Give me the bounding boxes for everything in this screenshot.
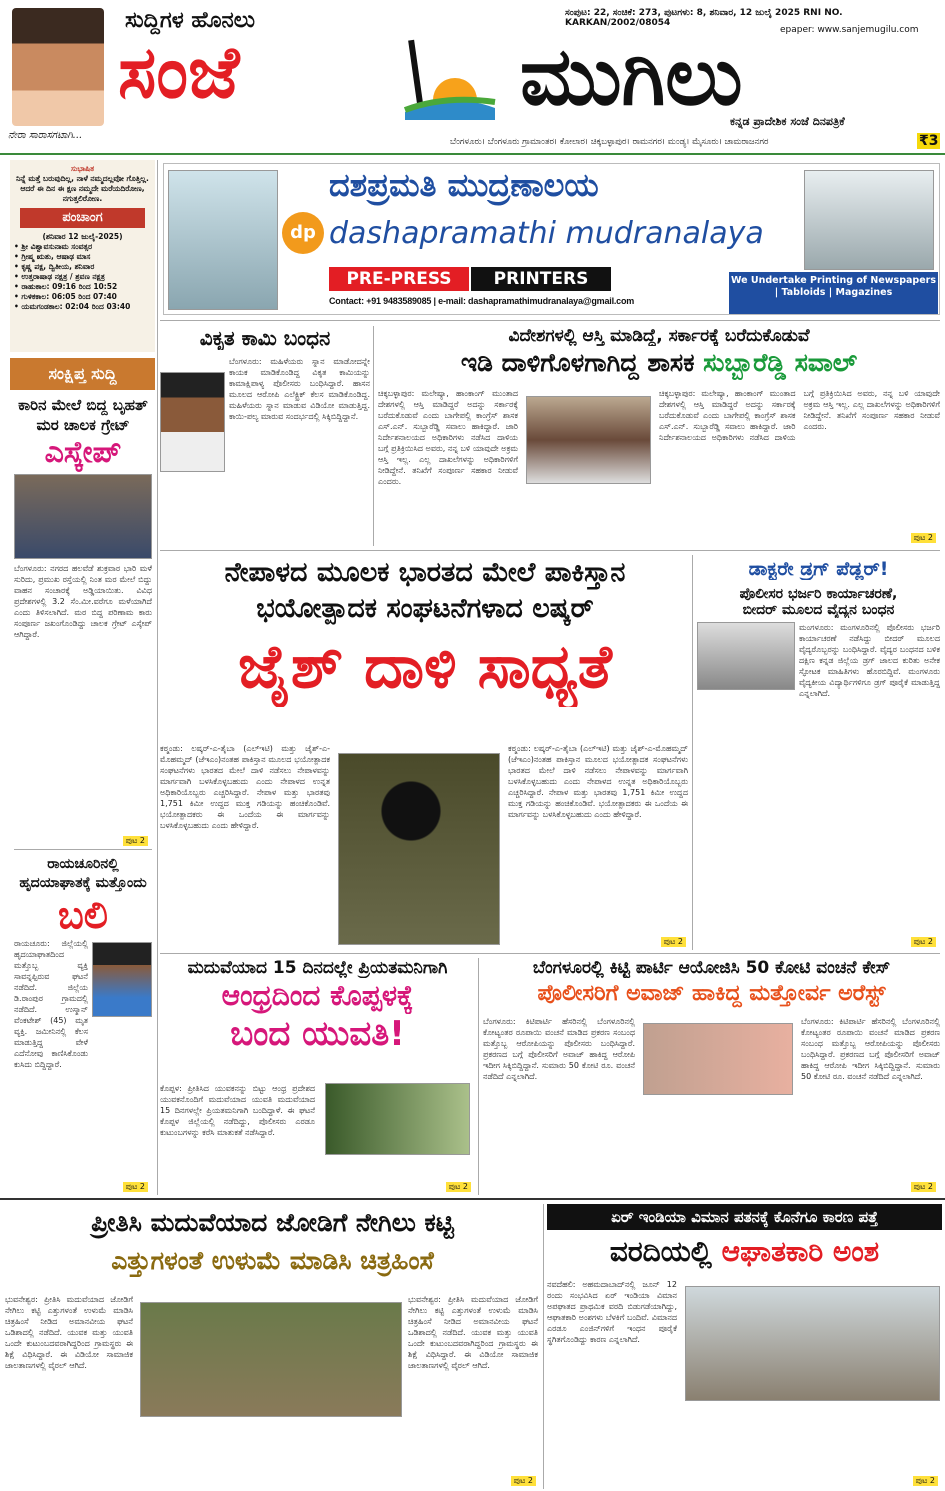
- arrest-photo: [643, 1023, 793, 1095]
- airindia-headline-highlight: ಆಘಾತಕಾರಿ ಅಂಶ: [721, 1235, 880, 1268]
- arrest-body-right: ಬೆಂಗಳೂರು: ಕಿಟಿಪಾರ್ಟಿ ಹೆಸರಿನಲ್ಲಿ ಬೆಂಗಳೂರಿನಲ್ಲಿ ಕೋಟ್ಯಂತರ ರೂಪಾಯಿ ವಂಚನೆ ಮಾಡಿದ ಪ್ರಕರಣ ಸಂಬಂಧ ಮತ್ತೊಬ್ಬ ಆರೋಪಿಯನ್ನು ಪೊಲೀಸರು ಬಂಧಿಸಿದ್ದಾರೆ. ಪ್ರಕರಣದ ಬಗ್ಗೆ ಪೊಲೀಸರಿಗೆ ಅವಾಜ್ ಹಾಕಿದ್ದ ಆರೋಪಿ ಇದೀಗ ಸಿಕ್ಕಿಬಿದ್ದಿದ್ದಾನೆ. ಸುಮಾರು 50 ಕೋಟಿ ರೂ. ವಂಚನೆ ನಡೆದಿದೆ ಎನ್ನಲಾಗಿದೆ.: [801, 1017, 940, 1081]
- torture-headline-2: ಎತ್ತುಗಳಂತೆ ಉಳುಮೆ ಮಾಡಿಸಿ ಚಿತ್ರಹಿಂಸೆ: [111, 1246, 434, 1275]
- airindia-headline: ವರದಿಯಲ್ಲಿ: [609, 1235, 712, 1268]
- story-pervert: [160, 326, 370, 546]
- raichur-headline: ಬಲಿ: [58, 893, 108, 937]
- koppal-kicker: ಮದುವೆಯಾದ 15 ದಿನದಲ್ಲೇ ಪ್ರಿಯತಮನಿಗಾಗಿ: [187, 958, 448, 978]
- panchanga-date: (ಶನಿವಾರ 12 ಜುಲೈ-2025): [42, 232, 123, 241]
- brief-news-label: ಸಂಕ್ಷಿಪ್ತ ಸುದ್ದಿ: [10, 358, 155, 390]
- masthead-title-black: ಮುಗಿಲು: [520, 30, 743, 123]
- story-arrest: [483, 958, 940, 1195]
- rni-number: RNI NO. KARKAN/2002/08054: [565, 8, 843, 28]
- printing-ad[interactable]: [163, 163, 940, 315]
- continued-link[interactable]: ಪುಟ 2: [446, 1182, 471, 1192]
- panchanga-item: • ಗ್ರೀಷ್ಮ ಋತು, ಆಷಾಢ ಮಾಸ: [14, 252, 91, 261]
- doctor-sub-1: ಪೊಲೀಸರ ಭರ್ಜರಿ ಕಾರ್ಯಾಚರಣೆ,: [739, 586, 898, 602]
- koppal-headline-2: ಬಂದ ಯುವತಿ!: [230, 1014, 405, 1054]
- plane-crash-photo: [685, 1286, 940, 1401]
- lead-body-right: ಕಠ್ಮಂಡು: ಲಷ್ಕರ್-ಎ-ತೈಬಾ (ಎಲ್‌ಇಟಿ) ಮತ್ತು ಜೈಶ್-ಎ-ಮೊಹಮ್ಮದ್ (ಜೆಇಎಂ)ನಂತಹ ಪಾಕಿಸ್ತಾನ ಮೂಲದ ಭಯೋತ್ಪಾದಕ ಸಂಘಟನೆಗಳು ಭಾರತದ ಮೇಲೆ ದಾಳಿ ನಡೆಸಲು ನೇಪಾಳವನ್ನು ಮಾರ್ಗವಾಗಿ ಬಳಸಿಕೊಳ್ಳಬಹುದು ಎಂದು ನೇಪಾಳದ ಉನ್ನತ ಅಧಿಕಾರಿಯೊಬ್ಬರು ಎಚ್ಚರಿಸಿದ್ದಾರೆ. ನೇಪಾಳ ಮತ್ತು ಭಾರತವು 1,751 ಕಿಮೀ ಉದ್ದದ ಮುಕ್ತ ಗಡಿಯನ್ನು ಹಂಚಿಕೊಂಡಿವೆ. ಭಯೋತ್ಪಾದಕರು ಈ ಒಂದೆಯ ಈ ಮಾರ್ಗವನ್ನು ಬಳಸಿಕೊಳ್ಳಬಹುದು ಎಂದು ಹೇಳಿದ್ದಾರೆ.: [508, 744, 688, 819]
- torture-photo: [140, 1302, 402, 1417]
- subbareddy-photo: [526, 396, 651, 484]
- masthead: [0, 0, 945, 155]
- panchanga-item: • ಗುಳಿಕಕಾಲ: 06:05 ರಿಂದ 07:40: [14, 292, 117, 301]
- doctor-body: ಮಂಗಳೂರು: ಮಂಗಳೂರಿನಲ್ಲಿ ಪೊಲೀಸರು ಭರ್ಜರಿ ಕಾರ್ಯಾಚರಣೆ ನಡೆಸಿದ್ದು ಬೀದರ್ ಮೂಲದ ವೈದ್ಯರೊಬ್ಬರನ್ನು ಬಂಧಿಸಿದ್ದಾರೆ. ವೈದ್ಯರ ಬಂಧನದ ಬಳಿಕ ದಕ್ಷಿಣ ಕನ್ನಡ ಜಿಲ್ಲೆಯ ಡ್ರಗ್ ಜಾಲದ ಕುರಿತು ಅನೇಕ ಸ್ಫೋಟಕ ಮಾಹಿತಿಗಳು ಹೊರಬಿದ್ದಿವೆ. ಮಂಗಳೂರು ವೈದ್ಯಕೀಯ ವಿದ್ಯಾರ್ಥಿಗಳಿಗೂ ಡ್ರಗ್ ಪೂರೈಕೆ ಮಾಡುತ್ತಿದ್ದ ಎನ್ನಲಾಗಿದೆ.: [799, 623, 940, 698]
- continued-link[interactable]: ಪುಟ 2: [661, 937, 686, 947]
- pervert-body: ಬೆಂಗಳೂರು: ಮಹಿಳೆಯರು ಸ್ನಾನ ಮಾಡೋದನ್ನೇ ಕಾಯಕ ಮಾಡಿಕೊಂಡಿದ್ದ ವಿಕೃತ ಕಾಮಿಯನ್ನು ಕಾಮಾಕ್ಷಿಪಾಳ್ಯ ಪೊಲೀಸರು ಬಂಧಿಸಿದ್ದಾರೆ. ಹಾಸನ ಮೂಲದ ಆರೋಪಿ ಎಲೆಕ್ಟ್ರಿಕ್ ಕೆಲಸ ಮಾಡಿಕೊಂಡಿದ್ದ. ಮಹಿಳೆಯರು ಸ್ನಾನ ಮಾಡುವ ವಿಡಿಯೋ ಮಾಡುತ್ತಿದ್ದ. ಕಾಯಿ-ಪಲ್ಯ ಮಾರುವ ಸಂದರ್ಭದಲ್ಲಿ ಸಿಕ್ಕಿಬಿದ್ದಿದ್ದಾನೆ.: [229, 357, 370, 421]
- panchanga-item: • ಶ್ರೀ ವಿಶ್ವಾವಸುನಾಮ ಸಂವತ್ಸರ: [14, 242, 93, 251]
- subhashita-text: ನಿನ್ನೆ ಮತ್ತೆ ಬರುವುದಿಲ್ಲ, ನಾಳೆ ನಮ್ಮದಲ್ಲವೋ ಗೊತ್ತಿಲ್ಲ. ಆದರೆ ಈ ದಿನ ಈ ಕ್ಷಣ ನಮ್ಮದೇ ಮರೆಯದಿರೋಣ, ನಗುತ್ತಲಿರೋಣ.: [16, 174, 149, 203]
- story-lead: [160, 555, 690, 950]
- issue-date: ಸಂಪುಟ: 22, ಸಂಚಿಕೆ: 273, ಪುಟಗಳು: 8, ಶನಿವಾರ, 12 ಜುಲೈ 2025: [565, 8, 801, 18]
- koppal-headline-1: ಆಂಧ್ರದಿಂದ ಕೊಪ್ಪಳಕ್ಕೆ: [221, 979, 414, 1012]
- raichur-body: ರಾಯಚೂರು: ಜಿಲ್ಲೆಯಲ್ಲಿ ಹೃದಯಾಘಾತದಿಂದ ಮತ್ತೊಬ್ಬ ವ್ಯಕ್ತಿ ಸಾವನ್ನಪ್ಪಿರುವ ಘಟನೆ ನಡೆದಿದೆ. ಜಿಲ್ಲೆಯ ಡಿ.ರಾಂಪುರ ಗ್ರಾಮದಲ್ಲಿ ನಡೆದಿದೆ. ಉಸ್ಮಾನ್ ವೆಂಕಟೇಶ್ (45) ಮೃತ ವ್ಯಕ್ತಿ. ಜಮೀನಿನಲ್ಲಿ ಕೆಲಸ ಮಾಡುತ್ತಿದ್ದ ವೇಳೆ ಎದೆನೋವು ಕಾಣಿಸಿಕೊಂಡು ಕುಸಿದು ಬಿದ್ದಿದ್ದಾರೆ.: [14, 939, 88, 1069]
- price-badge: ₹3: [919, 133, 939, 149]
- editor-photo: [12, 8, 104, 126]
- lead-body-left: ಕಠ್ಮಂಡು: ಲಷ್ಕರ್-ಎ-ತೈಬಾ (ಎಲ್‌ಇಟಿ) ಮತ್ತು ಜೈಶ್-ಎ-ಮೊಹಮ್ಮದ್ (ಜೆಇಎಂ)ನಂತಹ ಪಾಕಿಸ್ತಾನ ಮೂಲದ ಭಯೋತ್ಪಾದಕ ಸಂಘಟನೆಗಳು ಭಾರತದ ಮೇಲೆ ದಾಳಿ ನಡೆಸಲು ನೇಪಾಳವನ್ನು ಮಾರ್ಗವಾಗಿ ಬಳಸಿಕೊಳ್ಳಬಹುದು ಎಂದು ನೇಪಾಳದ ಉನ್ನತ ಅಧಿಕಾರಿಯೊಬ್ಬರು ಎಚ್ಚರಿಸಿದ್ದಾರೆ. ನೇಪಾಳ ಮತ್ತು ಭಾರತವು 1,751 ಕಿಮೀ ಉದ್ದದ ಮುಕ್ತ ಗಡಿಯನ್ನು ಹಂಚಿಕೊಂಡಿವೆ. ಭಯೋತ್ಪಾದಕರು ಈ ಒಂದೆಯ ಈ ಮಾರ್ಗವನ್ನು ಬಳಸಿಕೊಳ್ಳಬಹುದು ಎಂದು ಹೇಳಿದ್ದಾರೆ.: [160, 744, 330, 830]
- ad-printers: PRINTERS: [471, 267, 611, 291]
- masthead-title-red: ಸಂಜೆ: [118, 30, 240, 114]
- koppal-body: ಕೊಪ್ಪಳ: ಪ್ರೀತಿಸಿದ ಯುವಕನನ್ನು ಬಿಟ್ಟು ಆಂಧ್ರ ಪ್ರದೇಶದ ಯುವಕನೊಂದಿಗೆ ಮದುವೆಯಾದ ಯುವತಿ ಮದುವೆಯಾದ 15 ದಿನಗಳಲ್ಲೇ ಪ್ರಿಯತಮನಿಗಾಗಿ ಬಂದಿದ್ದಾಳೆ. ಈ ಘಟನೆ ಕೊಪ್ಪಳ ಜಿಲ್ಲೆಯಲ್ಲಿ ನಡೆದಿದ್ದು, ಪೊಲೀಸರು ಎರಡೂ ಕುಟುಂಬಗಳನ್ನು ಕರೆಸಿ ಮಾತುಕತೆ ನಡೆಸಿದ್ದಾರೆ.: [160, 1084, 315, 1137]
- subbareddy-headline-highlight: ಸುಬ್ಬಾರೆಡ್ಡಿ ಸವಾಲ್: [703, 348, 858, 377]
- continued-link[interactable]: ಪುಟ 2: [123, 1182, 148, 1192]
- car-body: ಬೆಂಗಳೂರು: ನಗರದ ಹಲವೆಡೆ ಶುಕ್ರವಾರ ಭಾರಿ ಮಳೆ ಸುರಿದು, ಪ್ರಮುಖ ರಸ್ತೆಯಲ್ಲಿ ನಿಂತ ಮರ ಮೇಲೆ ಬಿದ್ದು ವಾಹನ ಸಂಚಾರಕ್ಕೆ ಅಡ್ಡಿಯಾಯಿತು. ವಿವಿಧ ಪ್ರದೇಶಗಳಲ್ಲಿ 3.2 ಸೆಂ.ಮೀ.ವರೆಗೂ ಮಳೆಯಾಗಿದೆ ಎಂದು ತಿಳಿಸಲಾಗಿದೆ. ಮರ ಬಿದ್ದ ಪರಿಣಾಮ ಕಾರು ಸಂಪೂರ್ಣ ಜಖಂಗೊಂಡಿದ್ದು ಚಾಲಕ ಗ್ರೇಟ್ ಎಸ್ಕೇಪ್ ಆಗಿದ್ದಾರೆ.: [14, 564, 152, 639]
- subbareddy-body-right: ಚಿಕ್ಕಬಳ್ಳಾಪುರ: ಮಲೇಷ್ಯಾ, ಹಾಂಕಾಂಗ್ ಮುಂತಾದ ದೇಶಗಳಲ್ಲಿ ಆಸ್ತಿ ಮಾಡಿದ್ದರೆ ಅದನ್ನು ಸರ್ಕಾರಕ್ಕೆ ಬರೆದುಕೊಡುವೆ ಎಂದು ಬಾಗೇಪಲ್ಲಿ ಕಾಂಗ್ರೆಸ್ ಶಾಸಕ ಎಸ್.ಎನ್. ಸುಬ್ಬಾರೆಡ್ಡಿ ಸವಾಲು ಹಾಕಿದ್ದಾರೆ. ಜಾರಿ ನಿರ್ದೇಶನಾಲಯದ ಅಧಿಕಾರಿಗಳು ನಡೆಸಿದ ದಾಳಿಯ ಬಗ್ಗೆ ಪ್ರತಿಕ್ರಿಯಿಸಿದ ಅವರು, ನನ್ನ ಬಳಿ ಯಾವುದೇ ಅಕ್ರಮ ಆಸ್ತಿ ಇಲ್ಲ. ಎಲ್ಲ ದಾಖಲೆಗಳನ್ನು ಅಧಿಕಾರಿಗಳಿಗೆ ನೀಡಿದ್ದೇನೆ. ತನಿಖೆಗೆ ಸಂಪೂರ್ಣ ಸಹಕಾರ ನೀಡುವೆ ಎಂದರು.: [659, 389, 940, 442]
- ad-logo: dp: [282, 212, 324, 254]
- car-photo: [14, 474, 152, 559]
- subbareddy-body: ಚಿಕ್ಕಬಳ್ಳಾಪುರ: ಮಲೇಷ್ಯಾ, ಹಾಂಕಾಂಗ್ ಮುಂತಾದ ದೇಶಗಳಲ್ಲಿ ಆಸ್ತಿ ಮಾಡಿದ್ದರೆ ಅದನ್ನು ಸರ್ಕಾರಕ್ಕೆ ಬರೆದುಕೊಡುವೆ ಎಂದು ಬಾಗೇಪಲ್ಲಿ ಕಾಂಗ್ರೆಸ್ ಶಾಸಕ ಎಸ್.ಎನ್. ಸುಬ್ಬಾರೆಡ್ಡಿ ಸವಾಲು ಹಾಕಿದ್ದಾರೆ. ಜಾರಿ ನಿರ್ದೇಶನಾಲಯದ ಅಧಿಕಾರಿಗಳು ನಡೆಸಿದ ದಾಳಿಯ ಬಗ್ಗೆ ಪ್ರತಿಕ್ರಿಯಿಸಿದ ಅವರು, ನನ್ನ ಬಳಿ ಯಾವುದೇ ಅಕ್ರಮ ಆಸ್ತಿ ಇಲ್ಲ. ಎಲ್ಲ ದಾಖಲೆಗಳನ್ನು ಅಧಿಕಾರಿಗಳಿಗೆ ನೀಡಿದ್ದೇನೆ. ತನಿಖೆಗೆ ಸಂಪೂರ್ಣ ಸಹಕಾರ ನೀಡುವೆ ಎಂದರು.: [378, 389, 518, 486]
- story-koppal: [160, 958, 475, 1195]
- lead-kicker-2: ಭಯೋತ್ಪಾದಕ ಸಂಘಟನೆಗಳಾದ ಲಷ್ಕರ್: [256, 593, 594, 624]
- continued-link[interactable]: ಪುಟ 2: [911, 1182, 936, 1192]
- doctor-headline: ಡಾಕ್ಟರೇ ಡ್ರಗ್ ಪೆಡ್ಲರ್!: [748, 558, 889, 580]
- raichur-kicker: ರಾಯಚೂರಿನಲ್ಲಿ ಹೃದಯಾಘಾತಕ್ಕೆ ಮತ್ತೊಂದು: [19, 856, 147, 891]
- panchanga-item: • ಕೃಷ್ಣ ಪಕ್ಷ, ದ್ವಿತೀಯ, ಶನಿವಾರ: [14, 262, 95, 271]
- masthead-subtitle: ಕನ್ನಡ ಪ್ರಾದೇಶಿಕ ಸಂಜೆ ದಿನಪತ್ರಿಕೆ: [730, 115, 845, 128]
- panchanga-box: [10, 160, 155, 352]
- ad-machine-left: [168, 170, 278, 310]
- panchanga-item: • ರಾಹುಕಾಲ: 09:16 ರಿಂದ 10:52: [14, 282, 118, 291]
- epaper-link[interactable]: epaper: www.sanjemugilu.com: [780, 25, 919, 35]
- lead-headline: ಜೈಶ್ ದಾಳಿ ಸಾಧ್ಯತೆ: [238, 632, 612, 702]
- ad-prepress: PRE-PRESS: [329, 267, 469, 291]
- lead-kicker-1: ನೇಪಾಳದ ಮೂಲಕ ಭಾರತದ ಮೇಲೆ ಪಾಕಿಸ್ತಾನ: [224, 557, 626, 588]
- ad-contact: Contact: +91 9483589085 | e-mail: dashapramathimudranalaya@gmail.com: [329, 296, 635, 306]
- editor-signature: ನೇರಾ ಸಾರಾಸಗಟಾಗಿ...: [8, 130, 83, 141]
- story-subbareddy: [378, 326, 940, 546]
- raichur-photo: [92, 942, 152, 1017]
- story-torture: [5, 1204, 540, 1489]
- story-raichur: [14, 855, 152, 1195]
- arrest-body: ಬೆಂಗಳೂರು: ಕಿಟಿಪಾರ್ಟಿ ಹೆಸರಿನಲ್ಲಿ ಬೆಂಗಳೂರಿನಲ್ಲಿ ಕೋಟ್ಯಂತರ ರೂಪಾಯಿ ವಂಚನೆ ಮಾಡಿದ ಪ್ರಕರಣ ಸಂಬಂಧ ಮತ್ತೊಬ್ಬ ಆರೋಪಿಯನ್ನು ಪೊಲೀಸರು ಬಂಧಿಸಿದ್ದಾರೆ. ಪ್ರಕರಣದ ಬಗ್ಗೆ ಪೊಲೀಸರಿಗೆ ಅವಾಜ್ ಹಾಕಿದ್ದ ಆರೋಪಿ ಇದೀಗ ಸಿಕ್ಕಿಬಿದ್ದಿದ್ದಾನೆ. ಸುಮಾರು 50 ಕೋಟಿ ರೂ. ವಂಚನೆ ನಡೆದಿದೆ ಎನ್ನಲಾಗಿದೆ.: [483, 1017, 635, 1081]
- subbareddy-kicker: ವಿದೇಶಗಳಲ್ಲಿ ಆಸ್ತಿ ಮಾಡಿದ್ದೆ, ಸರ್ಕಾರಕ್ಕೆ ಬರೆದುಕೊಡುವೆ: [508, 326, 810, 346]
- continued-link[interactable]: ಪುಟ 2: [913, 1476, 938, 1486]
- sunset-logo: [385, 30, 505, 120]
- koppal-photo: [325, 1083, 470, 1155]
- panchanga-title: ಪಂಚಾಂಗ: [20, 208, 145, 228]
- doctor-sub-2: ಬೀದರ್ ಮೂಲದ ವೈದ್ಯನ ಬಂಧನ: [742, 602, 895, 618]
- airindia-body: ನವದೆಹಲಿ: ಅಹಮದಾಬಾದ್‌ನಲ್ಲಿ ಜೂನ್ 12 ರಂದು ಸಂಭವಿಸಿದ ಏರ್ ಇಂಡಿಯಾ ವಿಮಾನ ಅಪಘಾತದ ಪ್ರಾಥಮಿಕ ವರದಿ ಬಿಡುಗಡೆಯಾಗಿದ್ದು, ಆಘಾತಕಾರಿ ಅಂಶಗಳು ಬೆಳಕಿಗೆ ಬಂದಿವೆ. ವಿಮಾನದ ಎರಡೂ ಎಂಜಿನ್‌ಗಳಿಗೆ ಇಂಧನ ಪೂರೈಕೆ ಸ್ಥಗಿತಗೊಂಡಿದ್ದು ಕಾರಣ ಎನ್ನಲಾಗಿದೆ.: [547, 1280, 677, 1344]
- pervert-photo: [160, 372, 225, 472]
- torture-body-right: ಭುವನೇಶ್ವರ: ಪ್ರೀತಿಸಿ ಮದುವೆಯಾದ ಜೋಡಿಗೆ ನೇಗಿಲು ಕಟ್ಟಿ ಎತ್ತುಗಳಂತೆ ಉಳುಮೆ ಮಾಡಿಸಿ ಚಿತ್ರಹಿಂಸೆ ನೀಡಿದ ಅಮಾನವೀಯ ಘಟನೆ ಒಡಿಶಾದಲ್ಲಿ ನಡೆದಿದೆ. ಯುವಕ ಮತ್ತು ಯುವತಿ ಒಂದೇ ಕುಟುಂಬದವರಾಗಿದ್ದರಿಂದ ಗ್ರಾಮಸ್ಥರು ಈ ಶಿಕ್ಷೆ ವಿಧಿಸಿದ್ದಾರೆ. ಈ ವಿಡಿಯೋ ಸಾಮಾಜಿಕ ಜಾಲತಾಣಗಳಲ್ಲಿ ವೈರಲ್ ಆಗಿದೆ.: [408, 1295, 538, 1370]
- pervert-headline: ವಿಕೃತ ಕಾಮಿ ಬಂಧನ: [199, 326, 331, 350]
- continued-link[interactable]: ಪುಟ 2: [911, 533, 936, 543]
- story-car: [14, 395, 152, 850]
- panchanga-item: • ಉತ್ತರಾಷಾಢ ನಕ್ಷತ್ರ / ಶ್ರವಣ ನಕ್ಷತ್ರ: [14, 272, 105, 281]
- ad-offer: We Undertake Printing of Newspapers | Tabloids | Magazines: [729, 272, 938, 314]
- ad-title-en: dashapramathi mudranalaya: [329, 216, 764, 251]
- ad-title-kn: ದಶಪ್ರಮತಿ ಮುದ್ರಣಾಲಯ: [329, 166, 599, 204]
- airindia-kicker: ಏರ್ ಇಂಡಿಯಾ ವಿಮಾನ ಪತನಕ್ಕೆ ಕೊನೆಗೂ ಕಾರಣ ಪತ್ತೆ: [547, 1204, 942, 1230]
- story-airindia: [547, 1204, 942, 1489]
- drug-photo: [697, 622, 795, 690]
- subhashita-title: ಸುಭಾಷಿತ: [70, 164, 95, 173]
- continued-link[interactable]: ಪುಟ 2: [123, 836, 148, 846]
- arrest-kicker: ಬೆಂಗಳೂರಲ್ಲಿ ಕಿಟ್ಟಿ ಪಾರ್ಟಿ ಆಯೋಜಿಸಿ 50 ಕೋಟಿ ವಂಚನೆ ಕೇಸ್: [532, 958, 891, 978]
- arrest-headline: ಪೊಲೀಸರಿಗೆ ಅವಾಜ್ ಹಾಕಿದ್ದ ಮತ್ತೋರ್ವ ಅರೆಸ್ಟ್: [537, 981, 886, 1006]
- subbareddy-headline: ಇಡಿ ದಾಳಿಗೊಳಗಾಗಿದ್ದ ಶಾಸಕ: [460, 348, 695, 377]
- lead-photo-militant: [338, 753, 500, 945]
- ad-machine-right: [804, 170, 934, 270]
- masthead-tagline: ಸುದ್ದಿಗಳ ಹೊನಲು: [125, 8, 256, 33]
- story-doctor: [697, 558, 940, 950]
- car-kicker: ಕಾರಿನ ಮೇಲೆ ಬಿದ್ದ ಬೃಹತ್ ಮರ ಚಾಲಕ ಗ್ರೇಟ್: [18, 396, 148, 434]
- continued-link[interactable]: ಪುಟ 2: [911, 937, 936, 947]
- car-headline: ಎಸ್ಕೇಪ್: [44, 435, 122, 470]
- editions: ಬೆಂಗಳೂರು। ಬೆಂಗಳೂರು ಗ್ರಾಮಾಂತರ। ಕೋಲಾರ। ಚಿಕ್ಕಬಳ್ಳಾಪುರ। ರಾಮನಗರ। ಮಂಡ್ಯ। ಮೈಸೂರು। ಚಾಮರಾಜನಗರ: [450, 137, 769, 147]
- torture-body-left: ಭುವನೇಶ್ವರ: ಪ್ರೀತಿಸಿ ಮದುವೆಯಾದ ಜೋಡಿಗೆ ನೇಗಿಲು ಕಟ್ಟಿ ಎತ್ತುಗಳಂತೆ ಉಳುಮೆ ಮಾಡಿಸಿ ಚಿತ್ರಹಿಂಸೆ ನೀಡಿದ ಅಮಾನವೀಯ ಘಟನೆ ಒಡಿಶಾದಲ್ಲಿ ನಡೆದಿದೆ. ಯುವಕ ಮತ್ತು ಯುವತಿ ಒಂದೇ ಕುಟುಂಬದವರಾಗಿದ್ದರಿಂದ ಗ್ರಾಮಸ್ಥರು ಈ ಶಿಕ್ಷೆ ವಿಧಿಸಿದ್ದಾರೆ. ಈ ವಿಡಿಯೋ ಸಾಮಾಜಿಕ ಜಾಲತಾಣಗಳಲ್ಲಿ ವೈರಲ್ ಆಗಿದೆ.: [5, 1295, 133, 1370]
- panchanga-item: • ಯಮಗಂಡಕಾಲ: 02:04 ರಿಂದ 03:40: [14, 302, 131, 311]
- torture-headline-1: ಪ್ರೀತಿಸಿ ಮದುವೆಯಾದ ಜೋಡಿಗೆ ನೇಗಿಲು ಕಟ್ಟಿ: [91, 1208, 454, 1237]
- continued-link[interactable]: ಪುಟ 2: [511, 1476, 536, 1486]
